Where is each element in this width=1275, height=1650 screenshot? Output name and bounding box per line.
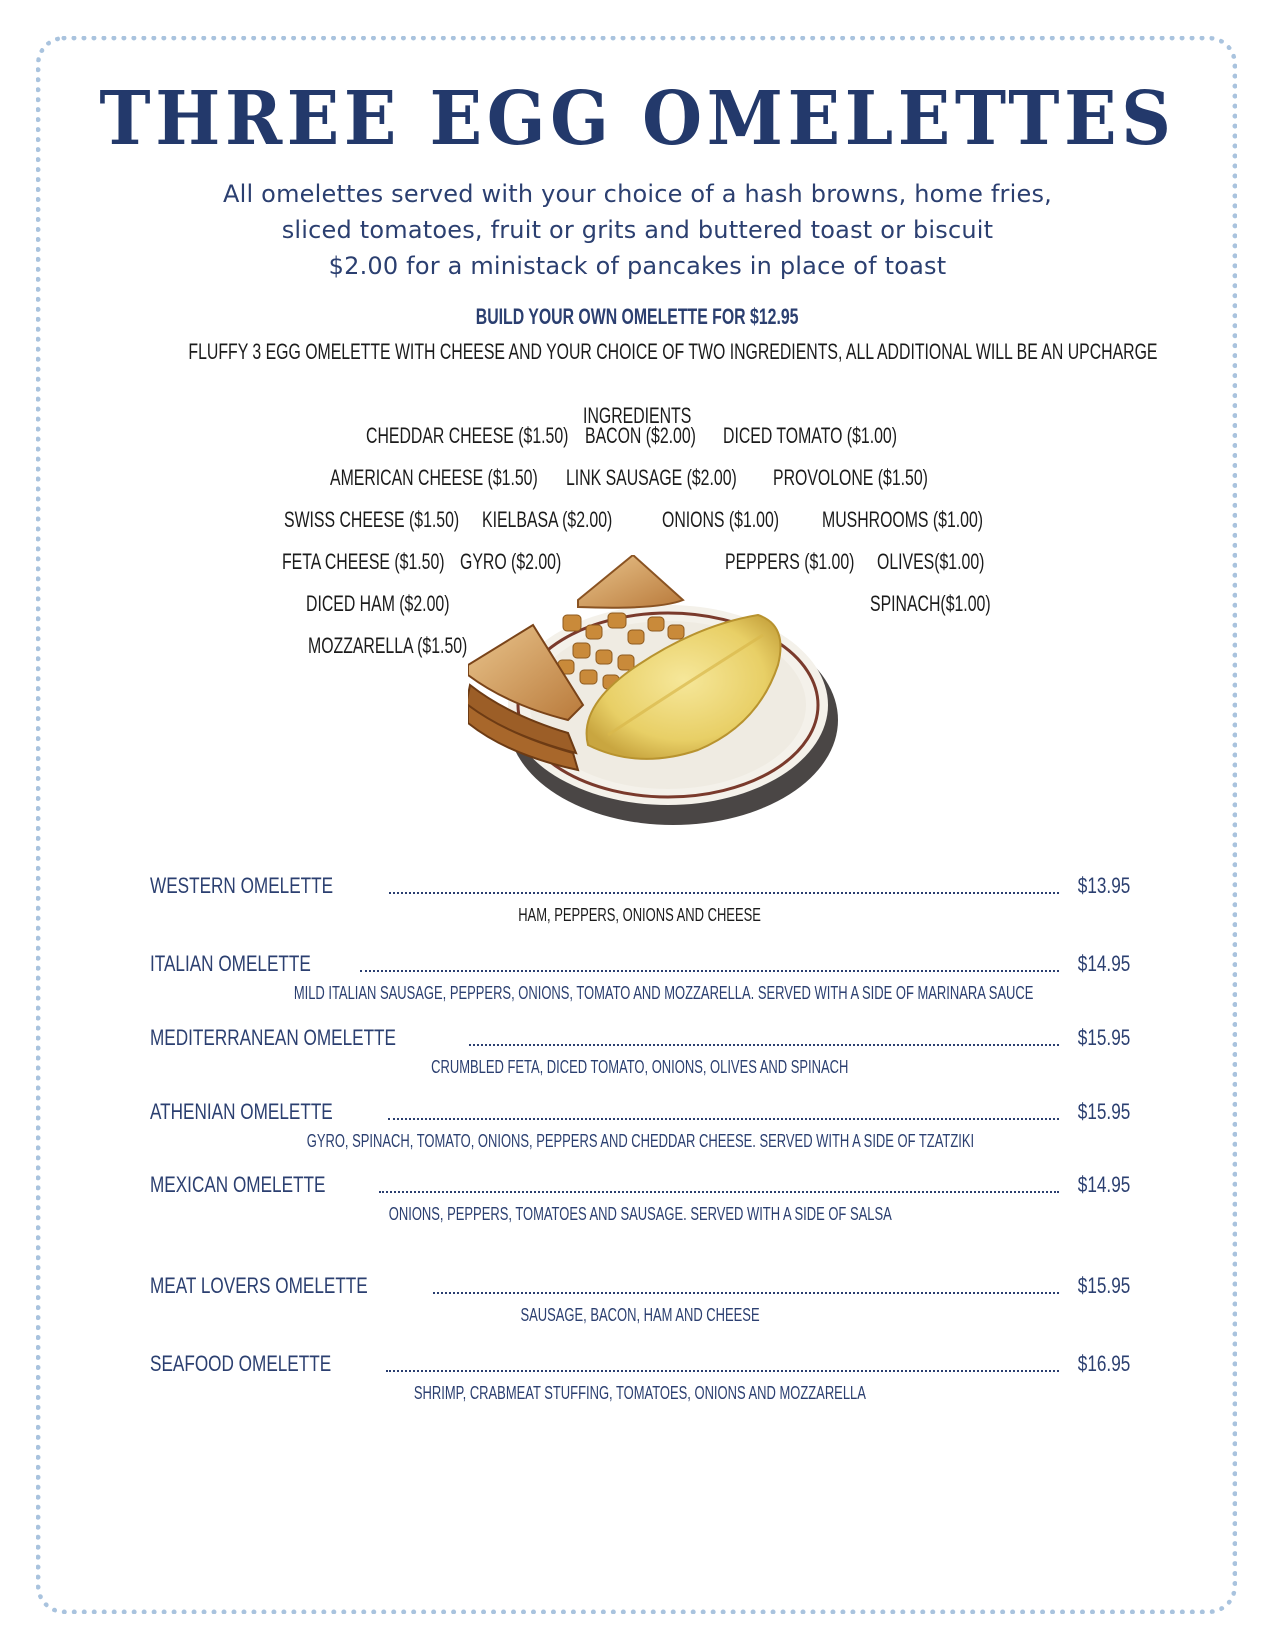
- menu-item-row: [150, 1025, 1130, 1051]
- menu-item: [150, 951, 1130, 1004]
- ingredients-heading: INGREDIENTS: [583, 403, 692, 428]
- menu-item-description: SAUSAGE, BACON, HAM AND CHEESE: [520, 1305, 760, 1325]
- ingredient-item: DICED TOMATO ($1.00): [723, 423, 897, 448]
- omelette-plate-photo: [468, 555, 838, 835]
- menu-item: [150, 873, 1130, 926]
- menu-item-row: [150, 1172, 1130, 1198]
- ingredient-item: DICED HAM ($2.00): [306, 591, 450, 616]
- ingredient-item: LINK SAUSAGE ($2.00): [566, 465, 737, 490]
- dotted-leader: [469, 1044, 1058, 1046]
- menu-item-name: ATHENIAN OMELETTE: [150, 1099, 333, 1124]
- menu-item-description: MILD ITALIAN SAUSAGE, PEPPERS, ONIONS, TOMATO AND MOZZARELLA. SERVED WITH A SIDE OF MARINARA SAUCE: [293, 983, 1034, 1003]
- menu-item: [150, 1025, 1130, 1078]
- dotted-leader: [389, 892, 1059, 894]
- build-your-own-description: FLUFFY 3 EGG OMELETTE WITH CHEESE AND YOUR CHOICE OF TWO INGREDIENTS, ALL ADDITIONAL WILL BE AN UPCHARGE: [188, 339, 1158, 364]
- ingredient-item: MOZZARELLA ($1.50): [308, 633, 468, 658]
- menu-item-row: [150, 951, 1130, 977]
- ingredient-item: AMERICAN CHEESE ($1.50): [330, 465, 538, 490]
- intro-text: [0, 176, 1275, 284]
- ingredient-item: PEPPERS ($1.00): [725, 549, 855, 574]
- menu-item-price: $15.95: [1077, 1025, 1130, 1050]
- ingredient-item: MUSHROOMS ($1.00): [822, 507, 984, 532]
- menu-item: [150, 1099, 1130, 1152]
- ingredient-item: BACON ($2.00): [585, 423, 696, 448]
- menu-item-row: [150, 1099, 1130, 1125]
- ingredient-item: ONIONS ($1.00): [662, 507, 780, 532]
- menu-item-name: MEDITERRANEAN OMELETTE: [150, 1025, 396, 1050]
- ingredient-item: CHEDDAR CHEESE ($1.50): [366, 423, 569, 448]
- menu-item-price: $15.95: [1077, 1099, 1130, 1124]
- menu-item: [150, 1351, 1130, 1404]
- ingredient-item: KIELBASA ($2.00): [482, 507, 613, 532]
- ingredient-item: SPINACH($1.00): [870, 591, 991, 616]
- menu-item-name: ITALIAN OMELETTE: [150, 951, 311, 976]
- menu-item-row: [150, 1351, 1130, 1377]
- menu-item-name: WESTERN OMELETTE: [150, 873, 334, 898]
- dotted-leader: [360, 970, 1059, 972]
- dotted-leader: [433, 1292, 1059, 1294]
- ingredient-item: PROVOLONE ($1.50): [773, 465, 928, 490]
- menu-item-description: HAM, PEPPERS, ONIONS AND CHEESE: [518, 905, 762, 925]
- intro-line-2: sliced tomatoes, fruit or grits and buttered toast or biscuit: [281, 216, 994, 244]
- ingredient-item: GYRO ($2.00): [460, 549, 562, 574]
- menu-item-price: $14.95: [1077, 951, 1130, 976]
- intro-line-3: $2.00 for a ministack of pancakes in place of toast: [328, 252, 947, 280]
- menu-item-price: $13.95: [1077, 873, 1130, 898]
- page-title: THREE EGG OMELETTES: [99, 76, 1176, 162]
- menu-item-name: SEAFOOD OMELETTE: [150, 1351, 332, 1376]
- dotted-leader: [388, 1118, 1058, 1120]
- build-your-own-heading: BUILD YOUR OWN OMELETTE FOR $12.95: [476, 304, 799, 329]
- menu-item-price: $15.95: [1077, 1273, 1130, 1298]
- menu-item-price: $14.95: [1077, 1172, 1130, 1197]
- ingredient-item: SWISS CHEESE ($1.50): [284, 507, 460, 532]
- menu-item-name: MEAT LOVERS OMELETTE: [150, 1273, 368, 1298]
- menu-item-description: ONIONS, PEPPERS, TOMATOES AND SAUSAGE. SERVED WITH A SIDE OF SALSA: [388, 1204, 892, 1224]
- menu-item-description: SHRIMP, CRABMEAT STUFFING, TOMATOES, ONIONS AND MOZZARELLA: [413, 1383, 867, 1403]
- menu-item: [150, 1273, 1130, 1326]
- ingredient-item: FETA CHEESE ($1.50): [282, 549, 445, 574]
- menu-item-price: $16.95: [1077, 1351, 1130, 1376]
- ingredient-item: OLIVES($1.00): [877, 549, 985, 574]
- menu-item-row: [150, 873, 1130, 899]
- intro-line-1: All omelettes served with your choice of a hash browns, home fries,: [223, 180, 1052, 208]
- menu-item-description: CRUMBLED FETA, DICED TOMATO, ONIONS, OLIVES AND SPINACH: [431, 1057, 849, 1077]
- dotted-leader: [379, 1191, 1059, 1193]
- menu-item-description: GYRO, SPINACH, TOMATO, ONIONS, PEPPERS AND CHEDDAR CHEESE. SERVED WITH A SIDE OF TZATZIKI: [306, 1131, 974, 1151]
- menu-item: [150, 1172, 1130, 1225]
- menu-item-name: MEXICAN OMELETTE: [150, 1172, 326, 1197]
- dotted-leader: [386, 1370, 1058, 1372]
- menu-item-row: [150, 1273, 1130, 1299]
